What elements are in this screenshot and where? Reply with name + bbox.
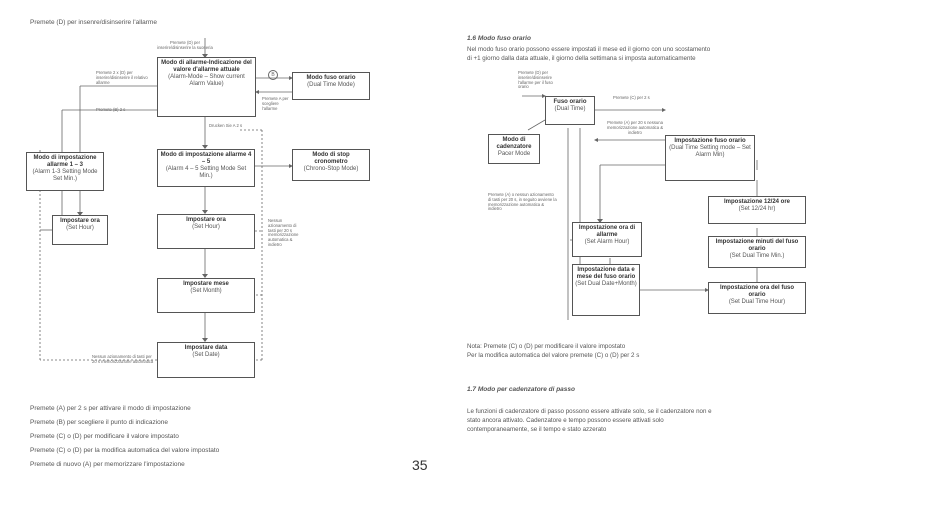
para-1-7-line-3: contemporaneamente, se il tempo e stato azzerato <box>467 426 607 433</box>
set-12-24-box: Impostazione 12/24 ore (Set 12/24 hr) <box>708 196 806 224</box>
alarm-mode-box: Modo di allarme-Indicazione del valore d'allarme attuale (Alarm-Mode – Show current Alarm Value) <box>157 57 256 117</box>
note-press-a2s: Drucken Sie A 2 s <box>209 123 243 128</box>
section-heading-1-6: 1.6 Modo fuso orario <box>467 35 531 42</box>
note-press-c2s: Premete (C) per 2 s <box>613 95 650 100</box>
alarm-4-5-setting-box: Modo di impostazione allarme 4 – 5 (Alarm 4 – 5 Setting Mode Set Min.) <box>157 149 255 187</box>
note-press-d-top: Premete (D) per inserire/disinserire la suoneria <box>157 40 213 50</box>
nota-line-1: Nota: Premete (C) o (D) per modificare il valore impostato <box>467 343 626 350</box>
fuso-orario-box: Fuso orario (Dual Time) <box>545 96 595 125</box>
set-dual-date-month-box: Impostazione data e mese del fuso orario (Set Dual Date+Month) <box>572 264 640 316</box>
para-1-6-line-2: di +1 giorno dalla data attuale, il giorno della settimana si imposta automaticamente <box>467 55 696 62</box>
top-bullet: Premete (D) per insenre/disinserire l'allarme <box>30 19 157 26</box>
note-press-2x: Premete 2 x (D) per inserire/disinserire il relativo allarme <box>96 70 148 85</box>
nota-line-2: Per la modifica automatica del valore premete (C) o (D) per 2 s <box>467 352 640 359</box>
note-press-a-left: Premete (A) o nessun azionamento di tasti per 20 s, in seguito avviene la memorizzazione automatica & indietro <box>488 192 557 212</box>
note-press-2s: Premete (B) 2 s <box>96 107 126 112</box>
para-1-6-line-1: Nel modo fuso orario possono essere impostati il mese ed il giorno con uno scostamento <box>467 46 711 53</box>
dual-time-setting-box: Impostazione fuso orario (Dual Time Setting mode – Set Alarm Min) <box>665 135 755 181</box>
note-press-d-right: Premete (D) per inserire/disinserire l'allarme per il fuso orario <box>518 70 553 90</box>
label-b: B <box>268 70 278 80</box>
set-date-box: Impostare data (Set Date) <box>157 342 255 378</box>
pacer-mode-box: Modo di cadenzatore Pacer Mode <box>488 134 540 164</box>
section-heading-1-7: 1.7 Modo per cadenzatore di passo <box>467 386 575 393</box>
chrono-stop-box: Modo di stop cronometro (Chrono-Stop Mode) <box>292 149 370 181</box>
note-no-press-left: Nessun azionamento di tasti per 20 s memorizzazione automatica <box>92 354 154 364</box>
alarm-1-3-setting-box: Modo di impostazione allarme 1 – 3 (Alarm 1-3 Setting Mode Set Min.) <box>26 152 104 191</box>
set-dual-time-hour-box: Impostazione ora del fuso orario (Set Dual Time Hour) <box>708 282 806 314</box>
set-hour-center-box: Impostare ora (Set Hour) <box>157 214 255 249</box>
page-number: 35 <box>412 457 428 473</box>
bullet-5: Premete di nuovo (A) per memorizzare l'impostazione <box>30 461 185 468</box>
bullet-2: Premete (B) per scegliere il punto di indicazione <box>30 419 169 426</box>
set-month-box: Impostare mese (Set Month) <box>157 278 255 313</box>
para-1-7-line-2: stato ancora attivato. Cadenzatore e tempo possono essere attivati solo <box>467 417 664 424</box>
set-dual-time-min-box: Impostazione minuti del fuso orario (Set Dual Time Min.) <box>708 236 806 268</box>
set-hour-left-box: Impostare ora (Set Hour) <box>52 215 108 245</box>
bullet-3: Premete (C) o (D) per modificare il valore impostato <box>30 433 179 440</box>
para-1-7-line-1: Le funzioni di cadenzatore di passo possono essere attivate solo, se il cadenzatore non e <box>467 408 712 415</box>
note-press-a20: Premete (A) per 20 s nessuna memorizzazione automatica & indietro <box>606 120 664 135</box>
note-press-a-right: Premete A per scegliere l'allarme <box>262 96 289 111</box>
set-alarm-hour-box: Impostazione ora di allarme (Set Alarm Hour) <box>572 222 642 257</box>
bullet-1: Premete (A) per 2 s per attivare il modo di impostazione <box>30 405 191 412</box>
dual-time-mode-box: Modo fuso orario (Dual Time Mode) <box>292 72 370 100</box>
bullet-4: Premete (C) o (D) per la modifica automatica del valore impostato <box>30 447 220 454</box>
note-no-press-right: Nessun azionamento di tasti per 20 s memorizzazione automatica & indietro <box>268 218 299 248</box>
